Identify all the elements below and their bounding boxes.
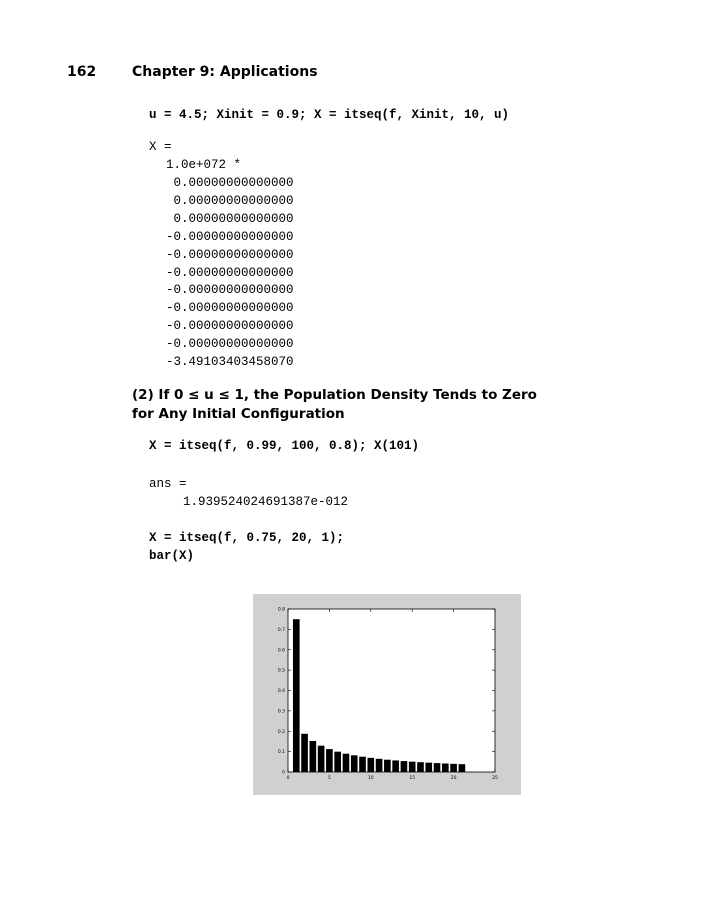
- output-value-line: -0.00000000000000: [166, 265, 294, 280]
- y-tick-label: 0.3: [277, 709, 285, 715]
- x-tick-label: 10: [367, 776, 374, 781]
- output-value-line: -0.00000000000000: [166, 247, 294, 262]
- x-tick-label: 5: [327, 776, 331, 781]
- x-tick-label: 15: [409, 776, 416, 781]
- x-tick-label: 25: [492, 776, 498, 781]
- bar: [343, 754, 350, 772]
- output-value-line: 0.00000000000000: [166, 176, 294, 190]
- bar: [367, 758, 374, 772]
- bar: [318, 746, 325, 772]
- bar: [310, 741, 317, 772]
- code-line-2: X = itseq(f, 0.99, 100, 0.8); X(101): [149, 439, 420, 453]
- bar: [459, 764, 466, 772]
- x-tick-label: 0: [286, 776, 290, 781]
- bar: [376, 759, 383, 772]
- section-heading: [132, 386, 552, 424]
- code-line-4: bar(X): [149, 549, 195, 563]
- y-tick-label: 0.6: [277, 648, 285, 654]
- x-tick-label: 20: [450, 776, 457, 781]
- bar: [392, 760, 399, 772]
- output-scale: 1.0e+072 *: [166, 158, 242, 172]
- bar: [334, 752, 341, 772]
- output-var-x: X =: [149, 140, 172, 154]
- bar: [384, 760, 391, 772]
- bar: [442, 763, 449, 772]
- code-line-1: u = 4.5; Xinit = 0.9; X = itseq(f, Xinit, 10, u): [149, 108, 510, 122]
- bar: [401, 761, 408, 772]
- y-tick-label: 0.7: [277, 627, 285, 633]
- output-value-line: -0.00000000000000: [166, 301, 294, 316]
- y-tick-label: 0.5: [277, 668, 285, 674]
- bar-chart-figure: [253, 594, 521, 795]
- page-number: 162: [67, 64, 97, 80]
- y-tick-label: 0.8: [277, 607, 285, 613]
- bar: [450, 764, 457, 772]
- output-values: [166, 175, 294, 372]
- output-value-line: -0.00000000000000: [166, 337, 294, 352]
- bar-chart: [253, 594, 521, 795]
- bar: [434, 763, 441, 772]
- bar: [425, 763, 432, 772]
- bar: [326, 749, 333, 772]
- output-value-line: -0.00000000000000: [166, 229, 294, 244]
- bar: [301, 734, 308, 772]
- bar: [409, 762, 416, 772]
- bar: [417, 762, 424, 772]
- le-symbol: ≤: [218, 387, 230, 403]
- y-tick-label: 0.2: [277, 729, 285, 735]
- bar: [351, 755, 358, 772]
- output-ans-value: 1.939524024691387e-012: [183, 495, 349, 509]
- le-symbol: ≤: [188, 387, 200, 403]
- bar: [293, 619, 300, 772]
- section-suffix: 1, the Population Density Tends to Zero for Any Initial Configuration: [132, 387, 537, 422]
- code-line-3: X = itseq(f, 0.75, 20, 1);: [149, 531, 345, 545]
- y-tick-label: 0.1: [277, 750, 285, 756]
- section-prefix: (2) If 0: [132, 387, 189, 403]
- output-value-line: 0.00000000000000: [166, 211, 294, 226]
- output-var-ans: ans =: [149, 477, 187, 491]
- output-value-line: -0.00000000000000: [166, 319, 294, 334]
- y-tick-label: 0: [282, 770, 285, 776]
- bar: [359, 757, 366, 772]
- section-mid: u: [199, 387, 219, 403]
- y-tick-label: 0.4: [277, 689, 285, 694]
- output-value-line: 0.00000000000000: [166, 193, 294, 208]
- output-value-line: -0.00000000000000: [166, 283, 294, 298]
- output-value-line: -3.49103403458070: [166, 355, 294, 370]
- chapter-title: Chapter 9: Applications: [132, 64, 318, 80]
